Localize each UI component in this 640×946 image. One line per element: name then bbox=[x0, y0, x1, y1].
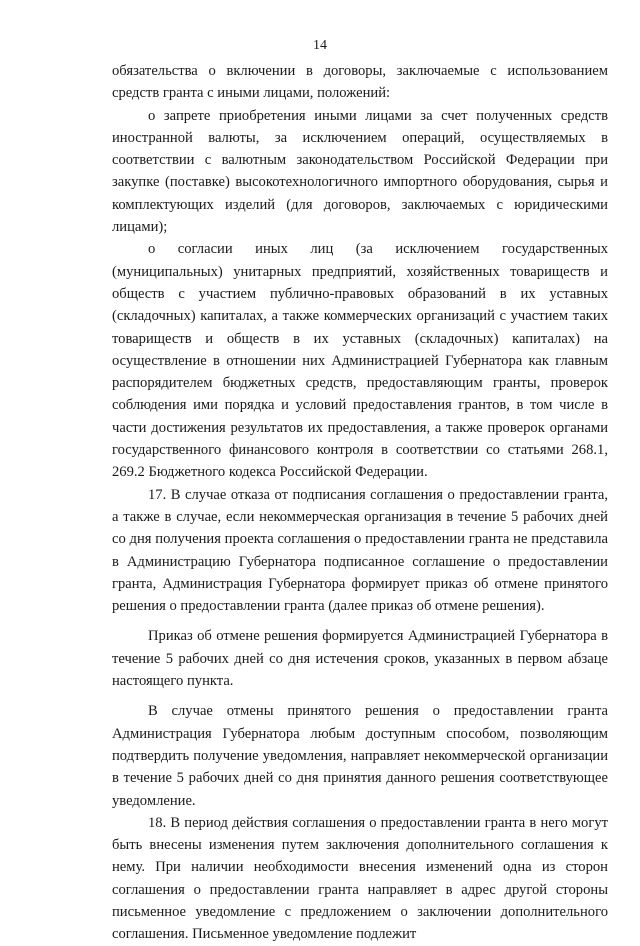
paragraph-clause-18: 18. В период действия соглашения о предоставлении гранта в него могут быть внесены изменения путем заключения дополнительного соглашения к нему. При наличии необходимости внесения изменений одна из сторон соглашения о предоставлении гранта направляет в адрес другой стороны письменное уведомление с предложением о заключении дополнительного соглашения. Письменное уведомление подлежит bbox=[112, 814, 608, 943]
paragraph-foreign-currency-ban: о запрете приобретения иными лицами за счет полученных средств иностранной валюты, за исключением операций, осуществляемых в соответствии с валютным законодательством Российской Федерации при закупке (поставке) высокотехнологичного импортного оборудования, сырья и комплектующих изделий (для договоров, заключаемых с юридическими лицами); bbox=[112, 107, 608, 236]
paragraph-cancellation-notice: В случае отмены принятого решения о предоставлении гранта Администрация Губернатора любым доступным способом, позволяющим подтвердить получение уведомления, направляет некоммерческой организации в течение 5 рабочих дней со дня принятия данного решения соответствующее уведомление. bbox=[112, 703, 608, 809]
paragraph-clause-17: 17. В случае отказа от подписания соглашения о предоставлении гранта, а также в случае, если некоммерческая организация в течение 5 рабочих дней со дня получения проекта соглашения о предоставлении гранта не представила в Администрацию Губернатора подписанное соглашение о предоставлении гранта, Администрация Губернатора формирует приказ об отмене принятого решения о предоставлении гранта (далее приказ об отмене решения). bbox=[112, 486, 608, 615]
paragraph-obligations-intro: обязательства о включении в договоры, заключаемые с использованием средств гранта с иными лицами, положений: bbox=[112, 63, 608, 102]
paragraph-consent-to-inspections: о согласии иных лиц (за исключением государственных (муниципальных) унитарных предприятий, хозяйственных товариществ и обществ с участием публично-правовых образований в их уставных (складочных) капиталах, а также коммерческих организаций с участием таких товариществ и обществ в их уставных (складочных) капиталах) на осуществление в отношении них Администрацией Губернатора как главным распорядителем бюджетных средств, предоставляющим гранты, проверок соблюдения ими порядка и условий предоставления грантов, в том числе в части достижения результатов их предоставления, а также проверок органами государственного финансового контроля в соответствии со статьями 268.1, 269.2 Бюджетного кодекса Российской Федерации. bbox=[112, 241, 608, 481]
paragraph-cancellation-order: Приказ об отмене решения формируется Администрацией Губернатора в течение 5 рабочих дней со дня истечения сроков, указанных в первом абзаце настоящего пункта. bbox=[112, 628, 608, 690]
document-body bbox=[112, 60, 608, 946]
page-number: 14 bbox=[313, 38, 327, 53]
